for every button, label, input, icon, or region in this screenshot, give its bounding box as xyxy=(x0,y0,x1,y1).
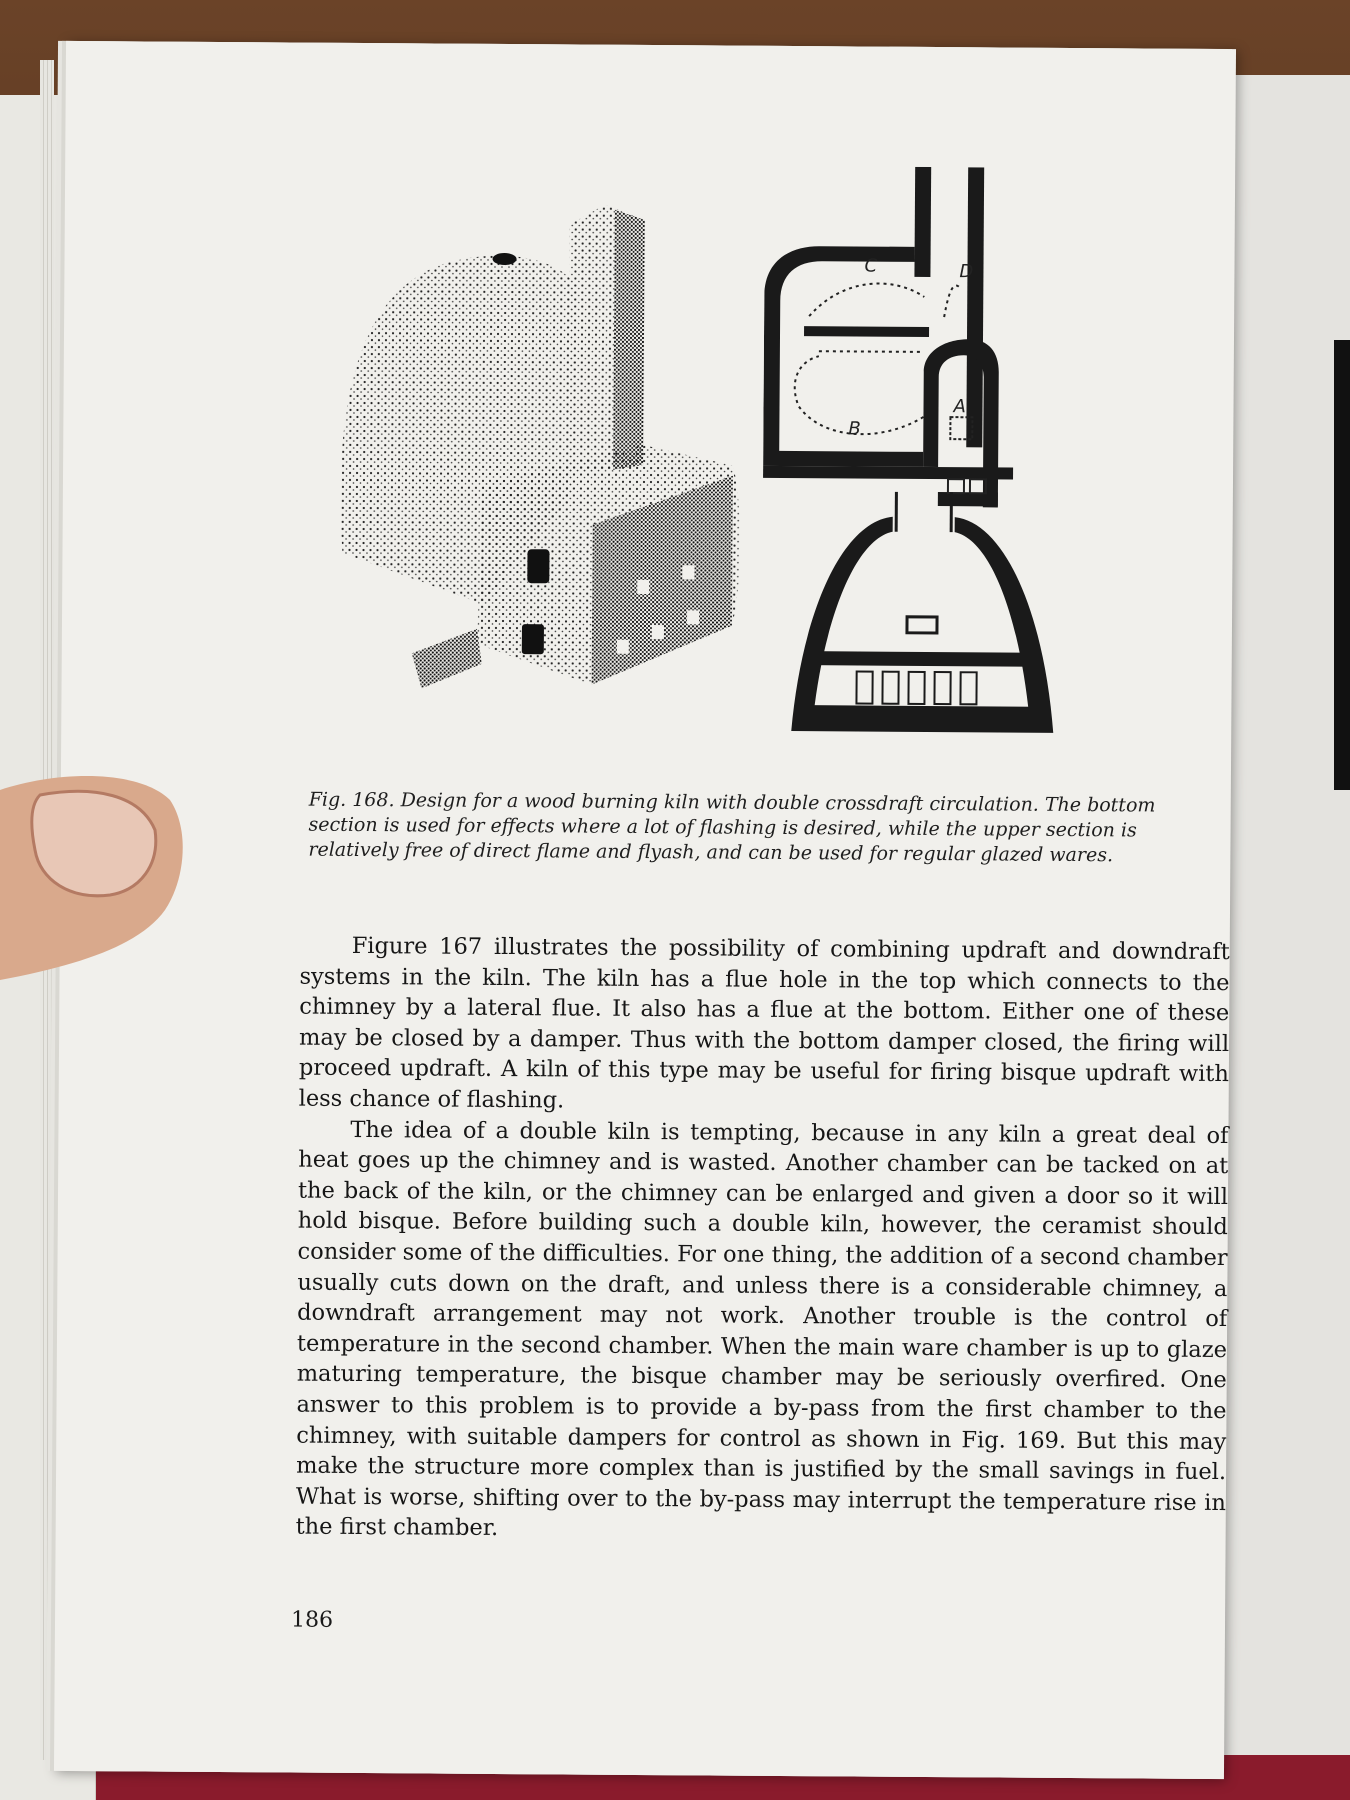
flow-arrow-c xyxy=(809,283,924,317)
flow-arrow-d xyxy=(944,285,959,317)
baffle-floor xyxy=(804,326,929,337)
grate-base xyxy=(811,705,1033,719)
kiln-port xyxy=(652,625,664,639)
label-c: C xyxy=(864,255,878,277)
base-slab xyxy=(763,466,1013,480)
kiln-port xyxy=(687,610,699,624)
grate-opening xyxy=(856,671,872,703)
paragraph: Figure 167 illustrates the possibility of combining updraft and downdraft systems in the kiln. The kiln has a flue hole in the top which connects to the chimney by a lateral flue. It also has a flue at the bottom. Either one of these may be closed by a damper. Thus with the bottom damper closed, the firing will proceed updraft. A kiln of this type may be useful for firing bisque updraft with less chance of flashing. xyxy=(298,932,1230,1114)
kiln-illustration xyxy=(312,163,776,696)
grate-opening xyxy=(908,672,924,704)
grate-floor xyxy=(812,651,1034,667)
label-d: D xyxy=(959,261,974,283)
figure-caption: Fig. 168. Design for a wood burning kiln with double crossdraft circulation. The bottom section is used for effects where a lot of flashing is desired, while the upper section is relatively free of direct flame and flyash, and can be used for regular glazed wares. xyxy=(308,788,1156,867)
label-b: B xyxy=(848,418,861,440)
cross-section-lower-diagram xyxy=(781,491,1113,738)
kiln-stoke-channel xyxy=(412,628,482,688)
outer-wall xyxy=(763,246,925,467)
cross-section-upper-diagram xyxy=(763,166,1110,508)
flue-slot xyxy=(950,492,953,532)
chimney-wall-right xyxy=(966,167,984,447)
grate-opening xyxy=(934,672,950,704)
page-number: 186 xyxy=(290,1607,334,1633)
firebox-arch xyxy=(923,339,999,508)
body-text xyxy=(296,931,1230,1549)
flue-slot xyxy=(895,492,898,532)
bisque-port xyxy=(907,617,937,633)
kiln-port xyxy=(682,565,694,579)
book-page xyxy=(54,41,1236,1779)
right-page-ink-bleed xyxy=(1334,340,1350,790)
chimney-wall-left xyxy=(914,167,931,277)
ash-pit-opening xyxy=(948,479,964,493)
flow-arrow-main xyxy=(819,351,924,352)
grate-opening xyxy=(960,672,976,704)
grate-opening xyxy=(882,672,898,704)
label-a: A xyxy=(953,396,966,418)
kiln-door-lower xyxy=(522,624,544,654)
kiln-port xyxy=(637,580,649,594)
kiln-door-upper xyxy=(527,549,549,583)
thumb xyxy=(0,770,185,990)
kiln-chimney-shadow xyxy=(613,210,645,470)
paragraph: The idea of a double kiln is tempting, because in any kiln a great deal of heat goes up the chimney and is wasted. Another chamber can be tacked on at the back of the kiln, or the chimney can be enlarged and given a door so it will hold bisque. Before building such a double kiln, however, the ceramist should consider some of the difficulties. For one thing, the addition of a second chamber usually cuts down on the draft, and unless there is a considerable chimney, a downdraft arrangement may not work. Another trouble is the control of temperature in the second chamber. When the main ware chamber is up to glaze maturing temperature, the bisque chamber may be seriously overfired. One answer to this problem is to provide a by-pass from the first chamber to the chimney, with suitable dampers for control as shown in Fig. 169. But this may make the structure more complex than is justified by the small savings in fuel. What is worse, shifting over to the by-pass may interrupt the temperature rise in the first chamber. xyxy=(295,1116,1229,1542)
kiln-port xyxy=(617,640,629,654)
